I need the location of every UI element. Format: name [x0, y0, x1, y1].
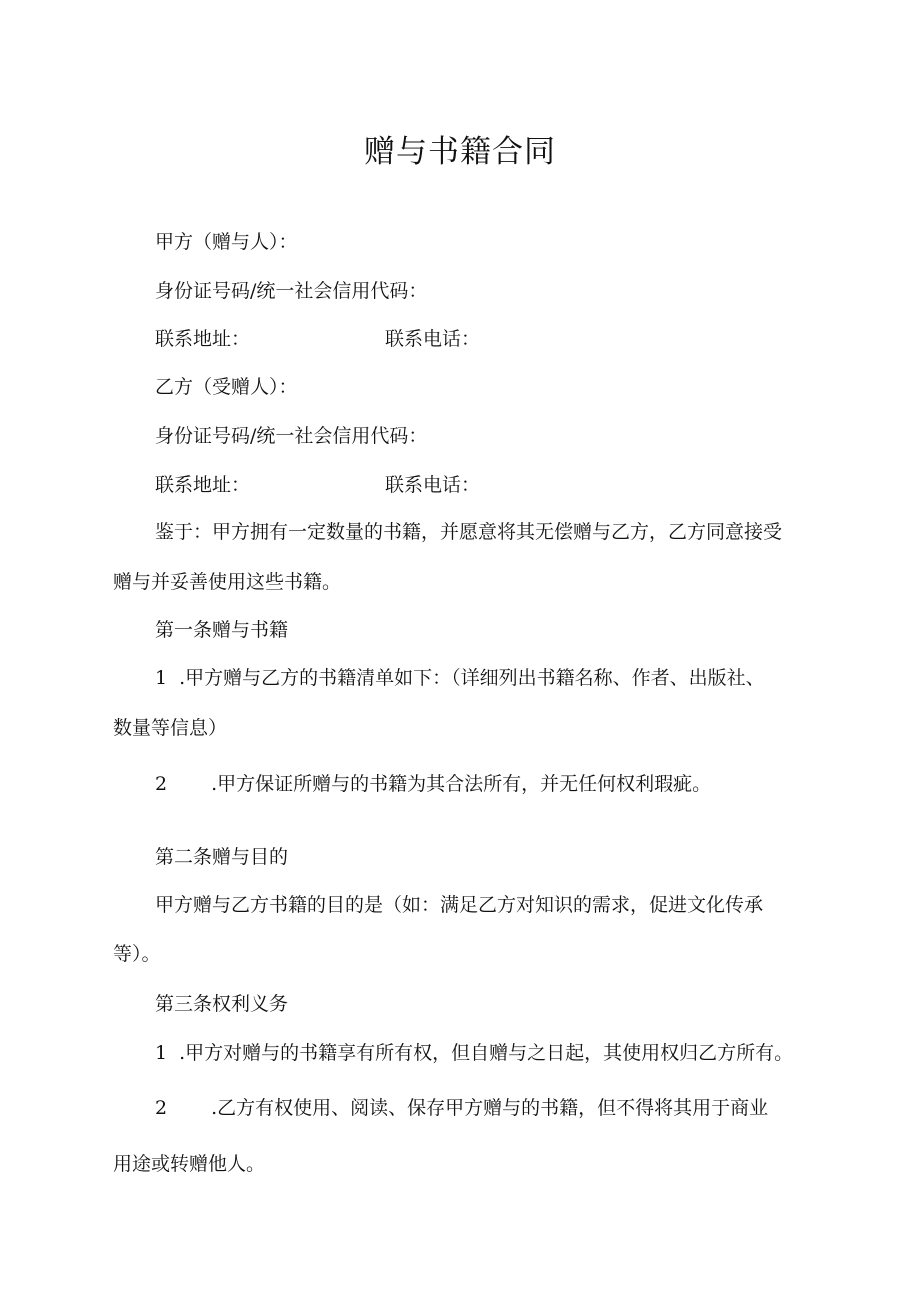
article-3-item-2-cont: 用途或转赠他人。: [113, 1153, 266, 1175]
item-text: .乙方有权使用、阅读、保存甲方赠与的书籍，但不得将其用于商业: [211, 1097, 769, 1119]
party-a-phone-label: 联系电话：: [385, 328, 481, 350]
item-number: 1: [155, 1042, 168, 1064]
preamble-line-2: 赠与并妥善使用这些书籍。: [113, 571, 342, 593]
article-1-heading: 第一条赠与书籍: [155, 619, 289, 641]
item-number: 2: [155, 1097, 168, 1119]
item-number: 1: [155, 667, 168, 689]
item-text: .甲方保证所赠与的书籍为其合法所有，并无任何权利瑕疵。: [211, 773, 712, 795]
party-a-label: 甲方（赠与人）：: [155, 231, 298, 253]
party-b-label: 乙方（受赠人）：: [155, 376, 298, 398]
article-3-heading: 第三条权利义务: [155, 993, 289, 1015]
article-1-item-1-cont: 数量等信息）: [113, 717, 228, 739]
article-1-item-1: [155, 666, 765, 690]
page-title: 赠与书籍合同: [364, 134, 556, 170]
preamble-line-1: 鉴于：甲方拥有一定数量的书籍，并愿意将其无偿赠与乙方，乙方同意接受: [155, 521, 783, 543]
party-b-phone-label: 联系电话：: [385, 474, 481, 496]
party-b-id-label: 身份证号码/统一社会信用代码：: [155, 425, 428, 447]
party-a-address-label: 联系地址：: [155, 328, 251, 350]
article-2-heading: 第二条赠与目的: [155, 846, 289, 868]
article-2-line-2: 等）。: [113, 943, 161, 965]
article-3-item-2: [155, 1096, 768, 1120]
item-number: 2: [155, 773, 168, 795]
article-1-item-2: [155, 772, 711, 796]
article-2-line-1: 甲方赠与乙方书籍的目的是（如：满足乙方对知识的需求，促进文化传承: [155, 894, 764, 916]
party-a-id-label: 身份证号码/统一社会信用代码：: [155, 280, 428, 302]
article-3-item-1: [155, 1041, 793, 1065]
party-b-address-label: 联系地址：: [155, 474, 251, 496]
item-text: .甲方赠与乙方的书籍清单如下：（详细列出书籍名称、作者、出版社、: [179, 667, 765, 689]
item-text: .甲方对赠与的书籍享有所有权，但自赠与之日起，其使用权归乙方所有。: [179, 1042, 794, 1064]
